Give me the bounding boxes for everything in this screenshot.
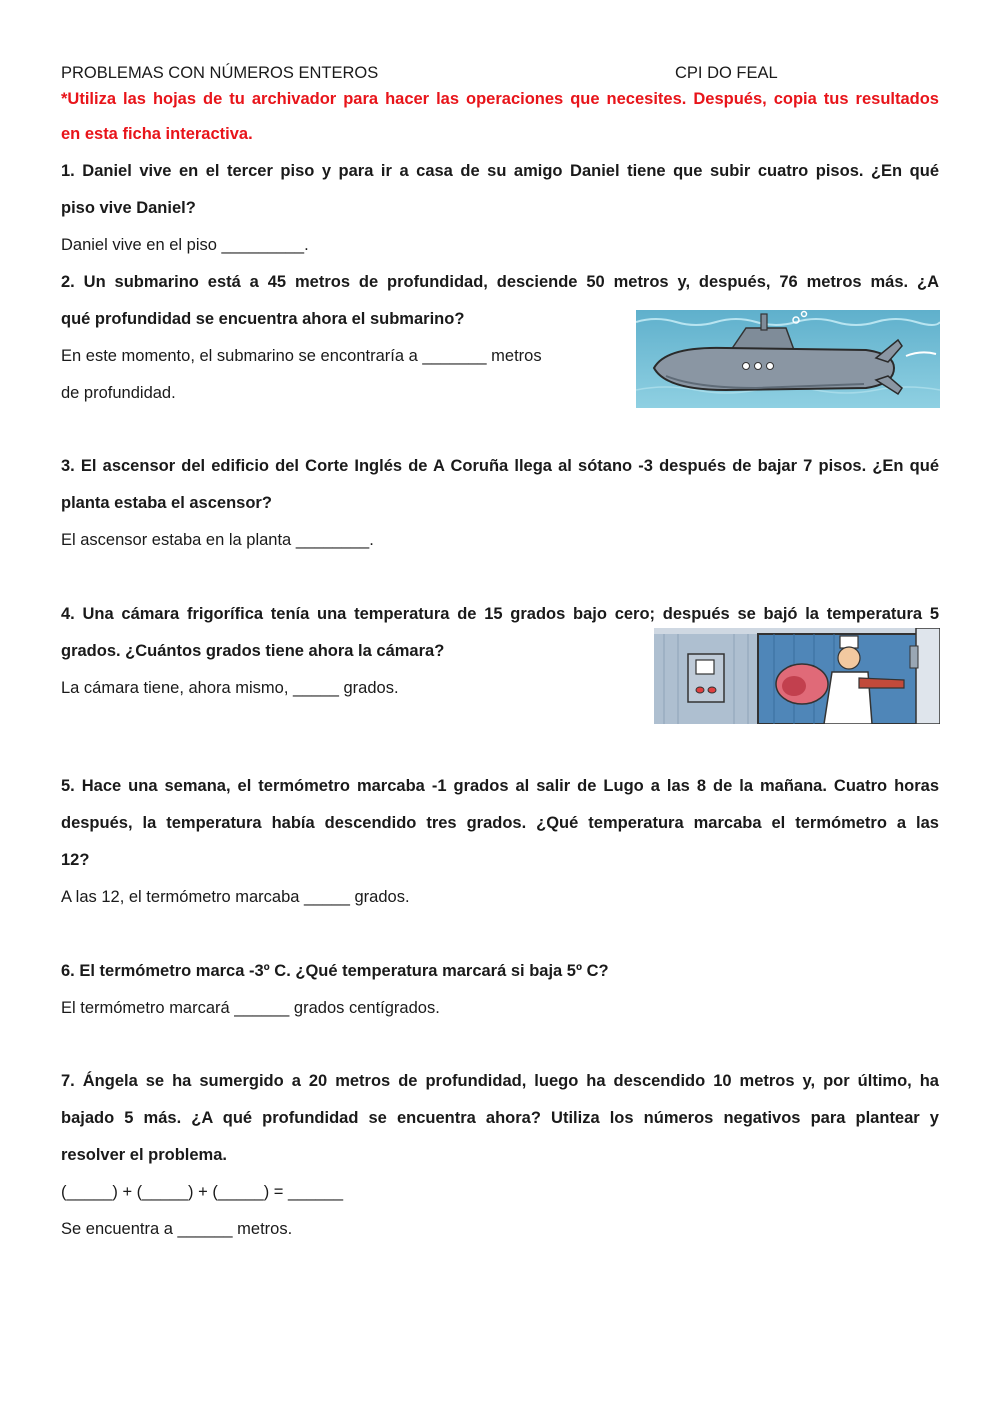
problem-3-question-line-2: planta estaba el ascensor? xyxy=(61,494,272,512)
problem-7-question-line-1: 7. Ángela se ha sumergido a 20 metros de profundidad, luego ha descendido 10 metros y, por último, ha xyxy=(61,1072,939,1090)
problem-5-question-line-3: 12? xyxy=(61,851,90,869)
problem-2-answer-line-1[interactable]: En este momento, el submarino se encontraría a _______ metros xyxy=(61,347,542,365)
problem-1-question-line-1: 1. Daniel vive en el tercer piso y para ir a casa de su amigo Daniel tiene que subir cuatro pisos. ¿En qué xyxy=(61,162,939,180)
problem-5-question-line-2: después, la temperatura había descendido tres grados. ¿Qué temperatura marcaba el termómetro a las xyxy=(61,814,939,832)
problem-3-question-line-1: 3. El ascensor del edificio del Corte Inglés de A Coruña llega al sótano -3 después de bajar 7 pisos. ¿En qué xyxy=(61,457,939,475)
problem-5-question-line-1: 5. Hace una semana, el termómetro marcaba -1 grados al salir de Lugo a las 8 de la mañana. Cuatro horas xyxy=(61,777,939,795)
problem-7-answer[interactable]: Se encuentra a ______ metros. xyxy=(61,1220,293,1238)
problem-2-question-line-1: 2. Un submarino está a 45 metros de profundidad, desciende 50 metros y, después, 76 metros más. ¿A xyxy=(61,273,939,291)
instruction-line-2: en esta ficha interactiva. xyxy=(61,125,253,143)
problem-5-answer[interactable]: A las 12, el termómetro marcaba _____ grados. xyxy=(61,888,410,906)
problem-4-answer[interactable]: La cámara tiene, ahora mismo, _____ grados. xyxy=(61,679,399,697)
instruction-line-1: *Utiliza las hojas de tu archivador para hacer las operaciones que necesites. Después, copia tus resultados xyxy=(61,90,939,108)
problem-7-equation[interactable]: (_____) + (_____) + (_____) = ______ xyxy=(61,1183,344,1201)
submarine-illustration xyxy=(636,310,940,408)
problem-1-question-line-2: piso vive Daniel? xyxy=(61,199,196,217)
problem-6-answer[interactable]: El termómetro marcará ______ grados centígrados. xyxy=(61,999,440,1017)
cold-storage-illustration xyxy=(654,628,940,724)
problem-3-answer[interactable]: El ascensor estaba en la planta ________. xyxy=(61,531,374,549)
problem-6-question: 6. El termómetro marca -3º C. ¿Qué temperatura marcará si baja 5º C? xyxy=(61,962,609,980)
problem-2-answer-line-2: de profundidad. xyxy=(61,384,176,402)
problem-7-question-line-2: bajado 5 más. ¿A qué profundidad se encuentra ahora? Utiliza los números negativos para plantear y xyxy=(61,1109,939,1127)
problem-4-question-line-1: 4. Una cámara frigorífica tenía una temperatura de 15 grados bajo cero; después se bajó la temperatura 5 xyxy=(61,605,939,623)
problem-4-question-line-2: grados. ¿Cuántos grados tiene ahora la cámara? xyxy=(61,642,445,660)
problem-1-answer[interactable]: Daniel vive en el piso _________. xyxy=(61,236,309,254)
school-name: CPI DO FEAL xyxy=(675,64,778,82)
problem-2-question-line-2: qué profundidad se encuentra ahora el submarino? xyxy=(61,310,465,328)
problem-7-question-line-3: resolver el problema. xyxy=(61,1146,227,1164)
worksheet-title: PROBLEMAS CON NÚMEROS ENTEROS xyxy=(61,64,379,82)
